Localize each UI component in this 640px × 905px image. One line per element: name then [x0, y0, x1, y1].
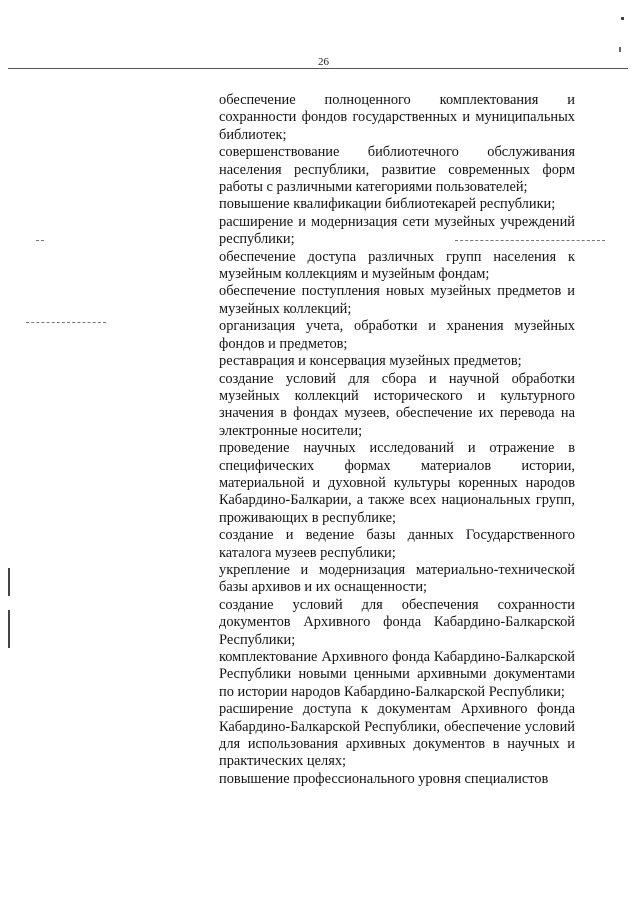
scan-mark-top-right	[621, 17, 624, 20]
list-item: обеспечение полноценного комплектования и сохранности фондов государственных и муниципальных библиотек;	[219, 92, 575, 143]
scan-mark-left-2	[8, 610, 10, 648]
list-item: организация учета, обработки и хранения музейных фондов и предметов;	[219, 318, 575, 352]
scan-dash-left	[26, 322, 106, 323]
scan-mark-left-1	[8, 568, 10, 596]
list-item: повышение профессионального уровня специалистов	[219, 770, 549, 787]
list-item: создание и ведение базы данных Государственного каталога музеев республики;	[219, 527, 575, 561]
scan-mark-corner	[619, 47, 621, 52]
list-item: расширение доступа к документам Архивного фонда Кабардино-Балкарской Республики, обеспечение условий для использования архивных документов в научных и практических целях;	[219, 701, 575, 770]
list-item: реставрация и консервация музейных предметов;	[219, 353, 522, 370]
header-rule	[8, 68, 628, 69]
list-item: обеспечение доступа различных групп населения к музейным коллекциям и музейным фондам;	[219, 248, 575, 283]
list-item: проведение научных исследований и отражение в специфических формах материалов истории, материальной и духовной культуры коренных народов Кабардино-Балкарии, а также всех национальных групп, проживающих в республике;	[219, 440, 575, 526]
scan-dash-small	[36, 240, 44, 241]
list-item: укрепление и модернизация материально-технической базы архивов и их оснащенности;	[219, 561, 575, 596]
list-item: обеспечение поступления новых музейных предметов и музейных коллекций;	[219, 283, 575, 317]
page-number: 26	[318, 56, 329, 68]
list-item: расширение и модернизация сети музейных учреждений республики;	[219, 213, 575, 248]
list-item: создание условий для сбора и научной обработки музейных коллекций исторического и культурного значения в фондах музеев, обеспечение их перевода на электронные носители;	[219, 370, 575, 439]
list-item: создание условий для обеспечения сохранности документов Архивного фонда Кабардино-Балкарской Республики;	[219, 596, 575, 648]
list-item: совершенствование библиотечного обслуживания населения республики, развитие современных форм работы с различными категориями пользователей;	[219, 144, 575, 196]
document-body	[219, 92, 575, 788]
list-item: повышение квалификации библиотекарей республики;	[219, 196, 556, 213]
list-item: комплектование Архивного фонда Кабардино-Балкарской Республики новыми ценными архивными документами по истории народов Кабардино-Балкарской Республики;	[219, 649, 575, 700]
